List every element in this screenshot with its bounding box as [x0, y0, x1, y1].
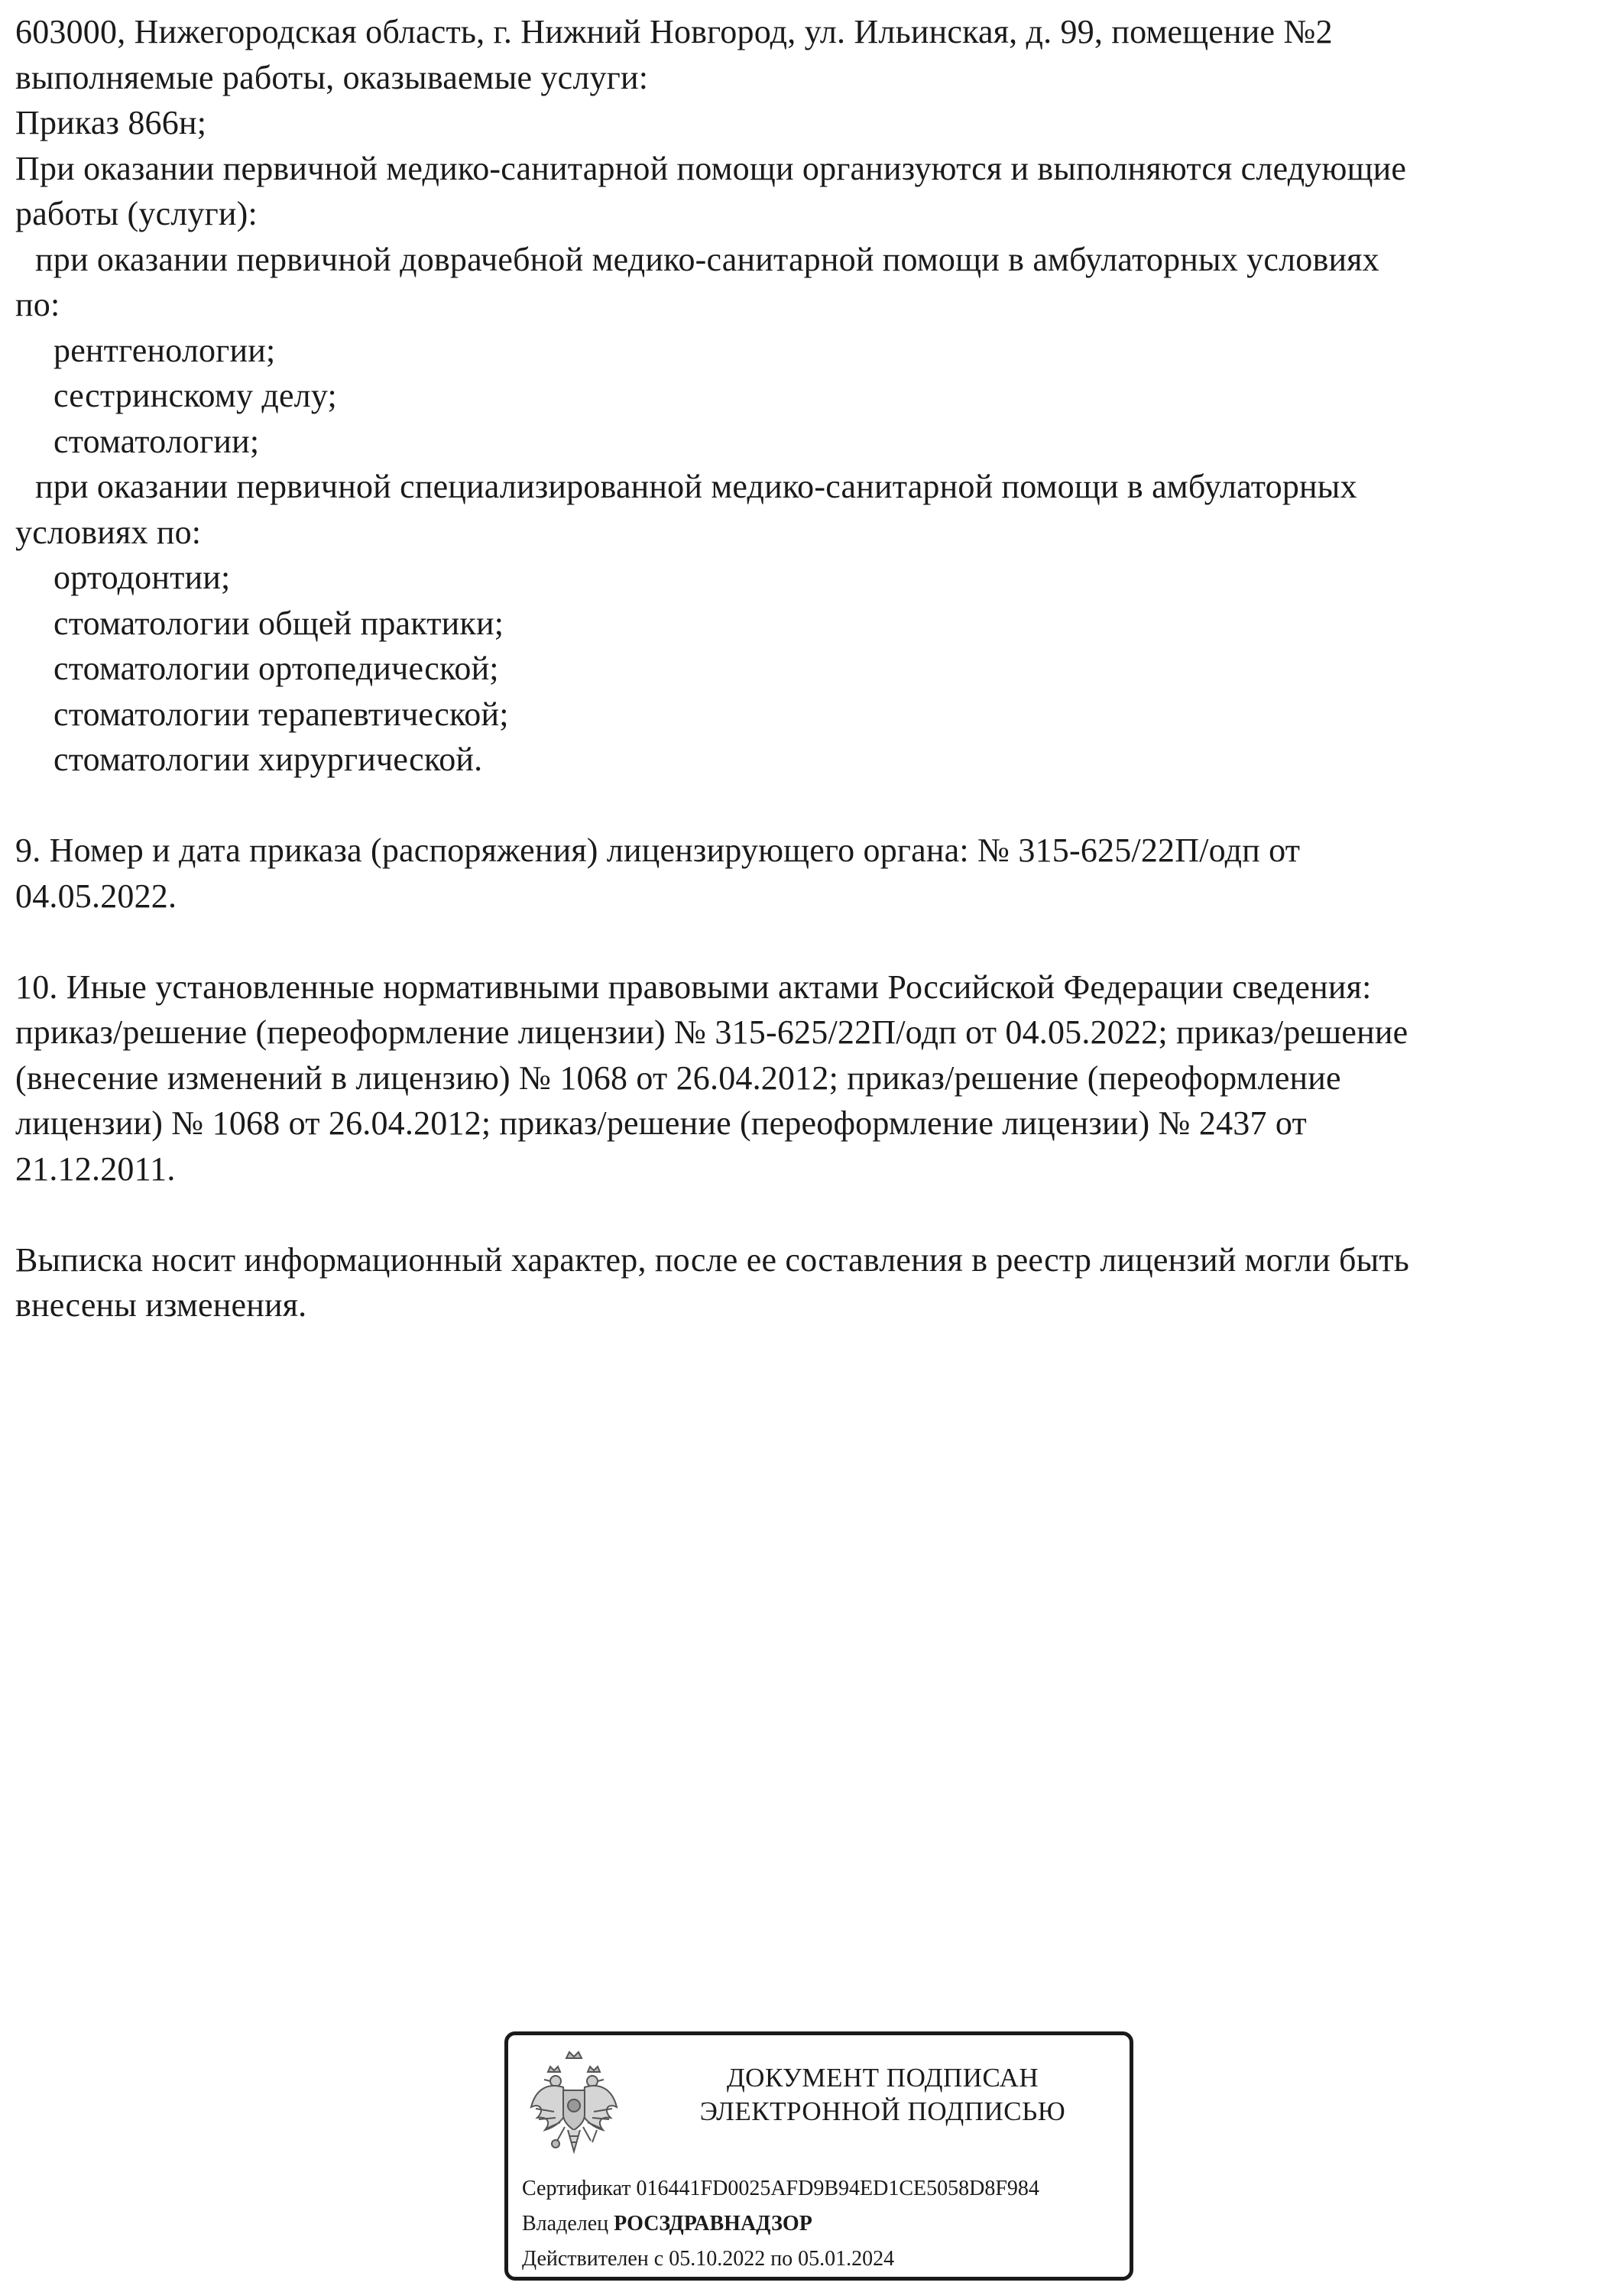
- text-line: стоматологии;: [53, 422, 260, 460]
- text-line: при оказании первичной специализированной медико-санитарной помощи в амбулаторных: [35, 468, 1357, 505]
- text-line: стоматологии хирургической.: [53, 741, 483, 778]
- blank-line: [15, 919, 1616, 965]
- double-headed-eagle-emblem-icon: [525, 2044, 623, 2167]
- text-line: приказ/решение (переоформление лицензии) № 315-625/22П/одп от 04.05.2022; приказ/решение: [15, 1013, 1408, 1051]
- text-line: сестринскому делу;: [53, 377, 337, 414]
- blank-line: [15, 783, 1616, 828]
- text-line: 603000, Нижегородская область, г. Нижний Новгород, ул. Ильинская, д. 99, помещение №2: [15, 13, 1333, 50]
- text-line: стоматологии терапевтической;: [53, 695, 509, 733]
- text-line: 9. Номер и дата приказа (распоряжения) лицензирующего органа: № 315-625/22П/одп от: [15, 832, 1301, 869]
- text-line: Приказ 866н;: [15, 104, 207, 141]
- text-line: стоматологии ортопедической;: [53, 650, 499, 687]
- text-line: 21.12.2011.: [15, 1149, 176, 1188]
- text-line: ортодонтии;: [53, 559, 231, 596]
- text-line: (внесение изменений в лицензию) № 1068 от 26.04.2012; приказ/решение (переоформление: [15, 1059, 1341, 1097]
- text-line: стоматологии общей практики;: [53, 604, 504, 642]
- text-line: по:: [15, 286, 60, 323]
- blank-line: [15, 1192, 1616, 1237]
- text-line: при оказании первичной доврачебной медико-санитарной помощи в амбулаторных условиях: [35, 240, 1379, 278]
- owner-label: Владелец: [522, 2212, 609, 2236]
- stamp-title-line-2: ЭЛЕКТРОННОЙ ПОДПИСЬЮ: [699, 2096, 1066, 2126]
- owner-value: РОСЗДРАВНАДЗОР: [614, 2212, 812, 2236]
- text-line: условиях по:: [15, 513, 202, 551]
- document-body: [15, 9, 1616, 1328]
- certificate-line: [522, 2176, 1039, 2202]
- stamp-title-line-1: ДОКУМЕНТ ПОДПИСАН: [726, 2063, 1039, 2093]
- text-line: лицензии) № 1068 от 26.04.2012; приказ/решение (переоформление лицензии) № 2437 от: [15, 1104, 1307, 1142]
- owner-line: [522, 2211, 812, 2237]
- text-line: рентгенологии;: [53, 331, 276, 369]
- text-line: При оказании первичной медико-санитарной помощи организуются и выполняются следующие: [15, 149, 1407, 187]
- validity-line: Действителен с 05.10.2022 по 05.01.2024: [522, 2247, 895, 2271]
- text-line: внесены изменения.: [15, 1286, 307, 1324]
- stamp-title: [638, 2061, 1127, 2129]
- certificate-label: Сертификат: [522, 2177, 631, 2200]
- text-line: 10. Иные установленные нормативными правовыми актами Российской Федерации сведения:: [15, 968, 1372, 1006]
- text-line: работы (услуги):: [15, 195, 258, 232]
- electronic-signature-stamp: [504, 2031, 1133, 2281]
- certificate-value: 016441FD0025AFD9B94ED1CE5058D8F984: [636, 2177, 1039, 2200]
- text-line: 04.05.2022.: [15, 877, 177, 915]
- text-line: Выписка носит информационный характер, после ее составления в реестр лицензий могли быть: [15, 1240, 1410, 1279]
- text-line: выполняемые работы, оказываемые услуги:: [15, 58, 649, 96]
